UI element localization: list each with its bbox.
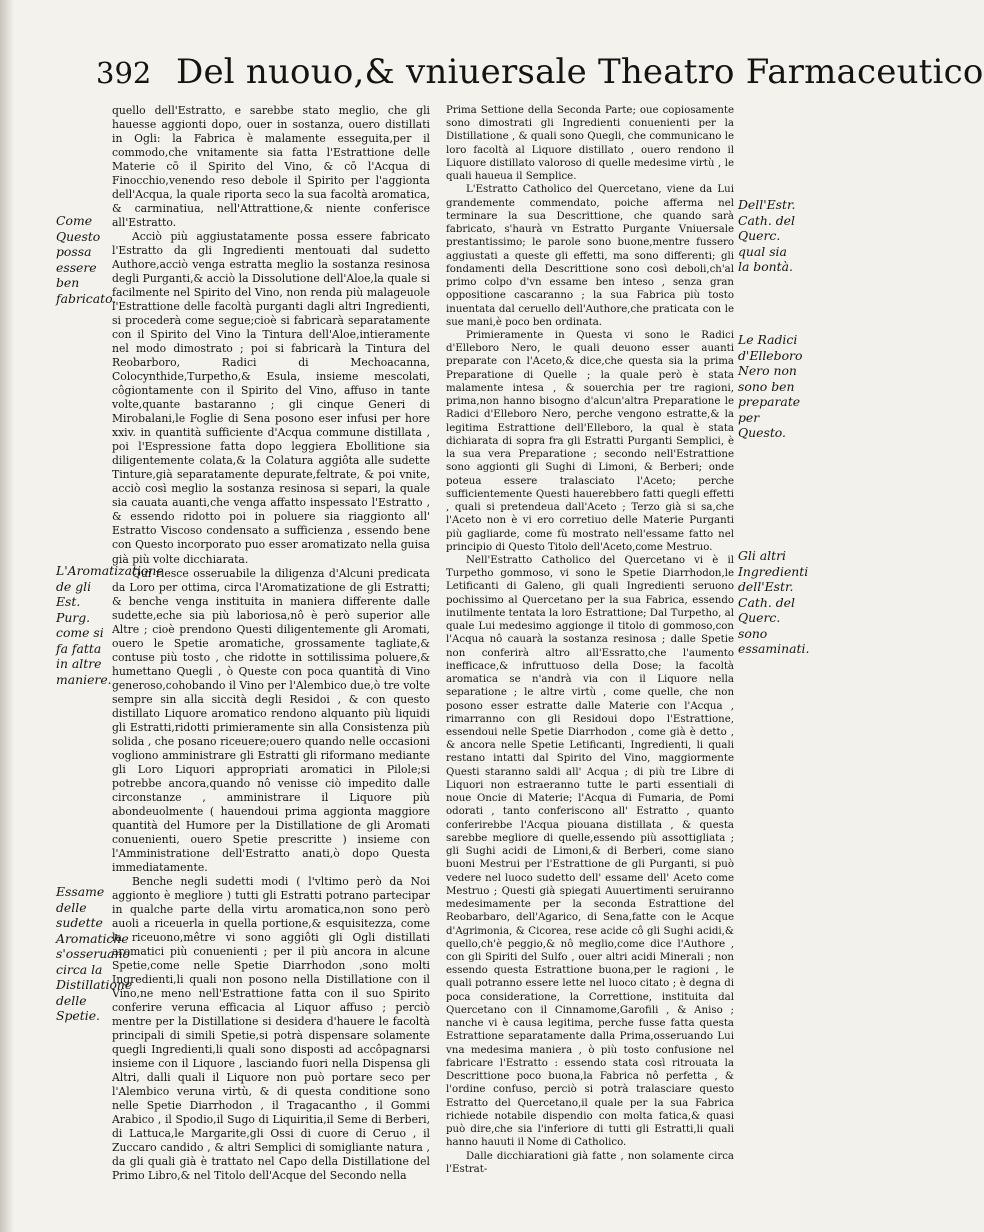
paragraph: Prima Settione della Seconda Parte; oue copiosamente sono dimostrati gli Ingredienti conuenienti per la Distillatione , & quali sono Quegli, che communicano le loro facoltà al Liquore distillato , ouero rendono il Liquore distillato valoroso di quelle medesime virtù , le quali haueua il Semplice. — [446, 105, 734, 183]
right-text-column — [446, 104, 734, 1176]
margin-note: Essame delle sudette Aromatiche s'osseruano circa la Distillatione delle Spetie. — [56, 884, 133, 1023]
paragraph: Nell'Estratto Catholico del Quercetano vi è il Turpetho gommoso, vi sono le Spetie Diarrhodon,le Letificanti di Galeno, gli quali Ingredienti seruono pochissimo al Quercetano per la sua Fabrica, essendo inutilmente tentata la loro Estrattione; Dal Turpetho, al quale Lui medesimo aggionge il titolo di gommoso,con l'Acqua nô cauarà la sostanza resinosa ; dalle Spetie non conferirà altro all'Essratto,che l'aumento inefficace,& infruttuoso della Dose; la facoltà aromatica se n'andrà via con il Liquore nella separatione ; le altre virtù , come quelle, che non posono esser estratte dalle Materie con l'Acqua , rimarranno con gli Residoui dopo l'Estrattione, essendoui nelle Spetie Diarrhodon , come già è detto , & ancora nelle Spetie Letificanti, Ingredienti, li quali restano intatti dal Spirito del Vino, maggiormente Questi staranno saldi all' Acqua ; di più tre Libre di Liquori non estraeranno tutte le parti essentiali di noue Oncie di Materie; l'Acqua di Fumaria, de Pomi odorati , tanto conferiscono all' Estratto , quanto conferirebbe l'Acqua piouana distillata , & questa sarebbe megliore di quelle,essendo più assottigliata ; gli Sughi acidi de Limoni,& di Berberi, come siano buoni Mestrui per l'Estrattione de gli Purganti, si può vedere nel luoco sudetto dell' essame dell' Aceto come Mestruo ; Questi già spiegati Auuertimenti seruiranno medesimamente per la seconda Estrattione del Reobarbaro, dell'Agarico, di Sena,fatte con le Acque d'Agrimonia, & Cicorea, rese acide cô gli Sughi acidi,& quello,ch'è peggio,& nô meglio,come dice l'Authore , con gli Spiriti del Sulfo , ouer altri acidi Minerali ; non essendo questa Estrattione buona,per le ragioni , le quali potranno essere lette nel luoco citato ; è degna di poca consideratione, la Correttione, instituita dal Quercetano con il Cinnamome,Garofili , & Aniso ; nanche vi è causa legitima, perche fusse fatta questa Estrattione separatamente dalla Prima,osseruando Lui vna medesima maniera , ò più tosto confusione nel fabricare l'Estratto : essendo stata così ritrouata la Descrittione poco buona,la Fabrica nô perfetta , & l'ordine confuso, perciò si potrà tralasciare questo Estratto del Quercetano,il quale per la sua Fabrica richiede notabile dispendio con molta fatica,& quasi può dire,che sia l'inferiore di tutti gli Estratti,li quali hanno hauuti il Nome di Catholico. — [446, 554, 734, 1149]
page-number: 392 — [96, 56, 152, 90]
left-text-column — [112, 104, 430, 1183]
page-header — [96, 48, 984, 96]
paragraph: Dalle dicchiarationi già fatte , non solamente circa l'Estrat- — [446, 1150, 734, 1175]
margin-note: Dell'Estr. Cath. del Querc. qual sia la bontà. — [738, 197, 796, 274]
paragraph: Acciò più aggiustatamente possa essere fabricato l'Estratto da gli Ingredienti mentouati dal sudetto Authore,acciò venga estratta meglio la sostanza resinosa degli Purganti,& acciò la Dissolutione dell'Aloe,la quale si facilmente nel Spirito del Vino, non renda più malageuole l'Estrattione delle facoltà purganti dagli altri Ingredienti, si procederà come segue;cioè si fabricarà separatamente con il Spirito del Vino la Tintura dell'Aloe,intieramente nel modo dimostrato ; poi si fabricarà la Tintura del Reobarboro, Radici di Mechoacanna, Colocynthide,Turpetho,& Esula, insieme mescolati, côgiontamente con il Spirito del Vino, affuso in tante volte,quante bastaranno ; gli cinque Generi di Mirobalani,le Foglie di Sena posono eser infusi per hore xxiv. in quantità sufficiente d'Acqua commune distillata , poi l'Espressione fatta dopo leggiera Ebollitione sia diligentemente colata,& la Colatura aggiôta alle sudette Tinture,già separatamente depurate,feltrate, & poi vnite, acciò così meglio la sostanza resinosa si separi, la quale sia cauata auanti,che venga affatto inspessato l'Estratto , & essendo ridotto poi in poluere sia riaggionto all' Estratto Viscoso condensato a sufficienza , essendo bene con Questo incorporato puo esser aromatizato nella guisa già più volte dicchiarata. — [112, 230, 430, 566]
paragraph: Qui riesce osseruabile la diligenza d'Alcuni predicata da Loro per ottima, circa l'Aromatizatione de gli Estratti; & benche venga instituita in maniera differente dalle sudette,eche sia più laboriosa,nô è però superior alle Altre ; cioè prendono Questi diligentemente gli Aromati, ouero le Spetie aromatiche, grossamente tagliate,& contuse più tosto , che ridotte in sottilissima poluere,& humettano Quegli , ò Queste con poca quantità di Vino generoso,cohobando il Vino per l'Alembico due,ò tre volte sempre sin alla siccità degli Residoi , & con questo distillato Liquore aromatico rendono alquanto più liquidi gli Estratti,ridotti primieramente sin alla Consistenza più solida , che posano riceuere;ouero quando nelle occasioni vogliono amministrare gli Estratti gli riformano mediante gli Loro Liquori appropriati aromatici in Pilole;si potrebbe ancora,quando nô venisse ciò impedito dalle circonstanze , amministrare il Liquore più abondeuolmente ( hauendoui prima aggionta maggiore quantità del Humore per la Distillatione de gli Aromati conuenienti, ouero Spetie prescritte ) insieme con l'Amministratione dell'Estratto anati,ò dopo Questa immediatamente. — [112, 566, 430, 874]
paragraph: quello dell'Estratto, e sarebbe stato meglio, che gli hauesse aggionti dopo, ouer in sostanza, ouero distillati in Ogli: la Fabrica è malamente esseguita,per il commodo,che vnitamente sia fatta l'Estrattione delle Materie cō il Spirito del Vino, & cō l'Acqua di Finocchio,venendo reso debole il Spirito per l'aggionta dell'Acqua, la quale riporta seco la sua facoltà aromatica, & carminatiua, nell'Attrattione,& niente conferisce all'Estratto. — [112, 104, 430, 230]
margin-note: Come Questo possa essere ben fabricato. — [56, 213, 117, 306]
running-title: Del nuouo,& vniuersale Theatro Farmaceutico — [176, 52, 984, 92]
paragraph: Benche negli sudetti modi ( l'vltimo però da Noi aggionto è megliore ) tutti gli Estratti potrano partecipar in qualche parte della virtu aromatica,non sono però auoli a riceuerla in quella portione,& esquisitezza, come la riceuono,mêtre vi sono aggiôti gli Ogli distillati aromatici più conuenienti ; per il più ancora in alcune Spetie,come nelle Spetie Diarrhodon ,sono molti Ingredienti,li quali non posono nella Distillatione con il Vino,ne meno nell'Estrattione fatta con il suo Spirito conferire veruna efficacia al Liquor affuso ; perciò mentre per la Distillatione si desidera d'hauere le facoltà principali di simili Spetie,si potrà dispensare solamente quegli Ingredienti,li quali sono disposti ad accôpagnarsi insieme con il Liquore , lasciando fuori nella Dispensa gli Altri, dalli quali il Liquore non può portare seco per l'Alembico veruna virtù, & di questa conditione sono nelle Spetie Diarrhodon , il Tragacantho , il Gommi Arabico , il Spodio,il Sugo di Liquiritia,il Seme di Berberi, di Lattuca,le Margarite,gli Ossi di cuore di Ceruo , il Zuccaro candido , & altri Semplici di somigliante natura , da gli quali già è trattato nel Capo della Distillatione del Primo Libro,& nel Titolo dell'Acque del Secondo nella — [112, 874, 430, 1183]
paragraph: Primieramente in Questa vi sono le Radici d'Elleboro Nero, le quali deuono esser auanti preparate con l'Aceto,& dice,che questa sia la prima Preparatione di Quelle ; la quale però è stata malamente intesa , & souerchia per tre ragioni, prima,non hanno bisogno d'alcun'altra Preparatione le Radici d'Elleboro Nero, perche vengono estratte,& la legitima Estrattione dell'Elleboro, la qual è stata dichiarata di sopra fra gli Estratti Purganti Semplici, è la sua vera Preparatione ; secondo nell'Estrattione sono aggionti gli Sughi di Limoni, & Berberi; onde poteua essere tralasciato l'Aceto; perche sufficientemente Questi hauerebbero fatti quegli effetti , quali si pretendeua dall'Aceto ; Terzo già si sa,che l'Aceto non è vi ero corretiuo delle Materie Purganti più gagliarde, come fù mostrato nell'essame fatto nel principio di Questo Titolo dell'Aceto,come Mestruo. — [446, 329, 734, 553]
margin-note: L'Aromatizatione de gli Est. Purg. come si fa fatta in altre maniere. — [56, 563, 164, 687]
margin-note: Le Radici d'Elleboro Nero non sono ben preparate per Questo. — [738, 332, 803, 440]
paragraph: L'Estratto Catholico del Quercetano, viene da Lui grandemente commendato, poiche afferma nel terminare la sua Descrittione, che quando sarà fabricato, s'haurà vn Estratto Purgante Vniuersale prestantissimo; le parole sono buone,mentre fussero aggiustati a queste gli effetti, ma sono differenti; gli fondamenti della Descrittione sono così deboli,ch'al primo colpo d'vn essame ben inteso , senza gran oppositione cascaranno ; la sua Fabrica più tosto inuentata dal ceruello dell'Authore,che praticata con le sue mani,è poco ben ordinata. — [446, 184, 734, 328]
margin-note: Gli altri Ingredienti dell'Estr. Cath. del Querc. sono essaminati. — [738, 548, 810, 656]
